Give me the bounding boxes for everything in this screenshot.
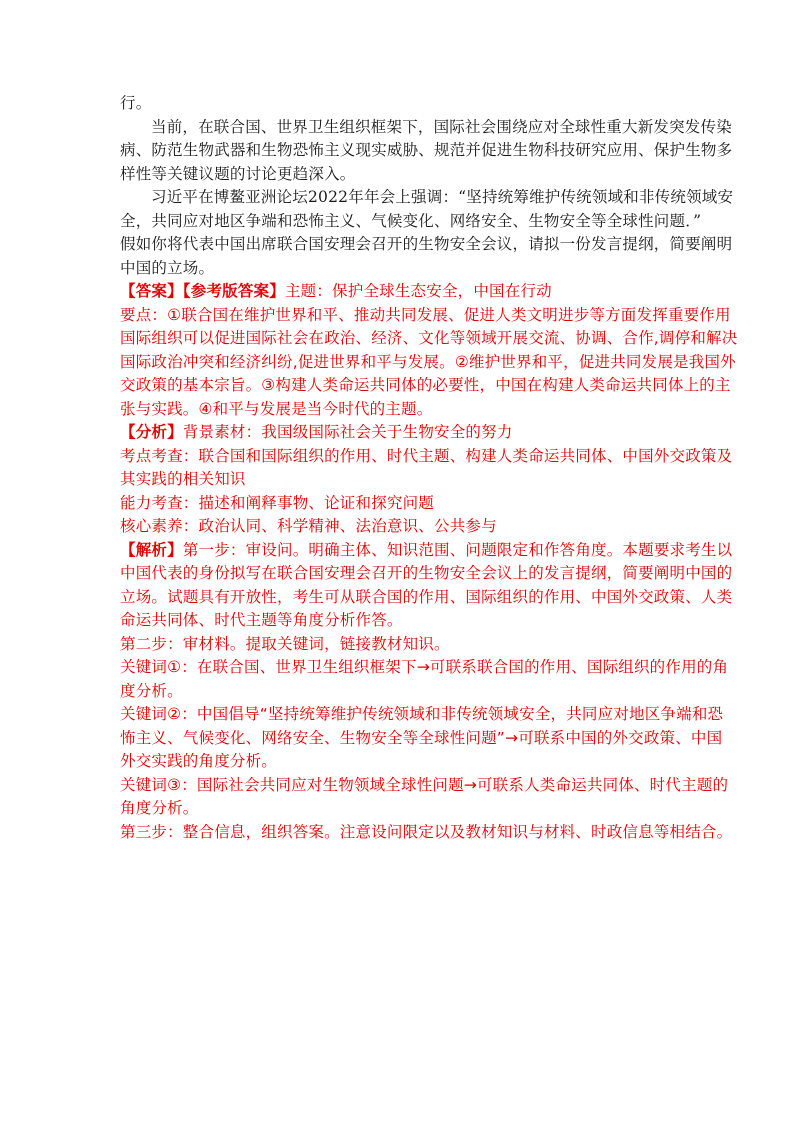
answer-label: 【答案】【参考版答案】: [120, 282, 285, 300]
answer-point-line: 张与实践。④和平与发展是当今时代的主题。: [120, 399, 433, 418]
explanation-heading: [120, 539, 733, 563]
explanation-line: 外交实践的角度分析。: [120, 752, 278, 770]
explanation-label: 【解析】: [120, 540, 183, 559]
answer-point-line: 要点：①联合国在维护世界和平、推动共同发展、促进人类文明进步等方面发挥重要作用: [120, 305, 731, 324]
explanation-line: 怖主义、气候变化、网络安全、生物安全等全球性问题”→可联系中国的外交政策、中国: [120, 728, 723, 747]
analysis-line: 核心素养：政治认同、科学精神、法治意识、公共参与: [120, 517, 497, 535]
question-line: 中国的立场。: [120, 258, 215, 277]
material-line: 当前，在联合国、世界卫生组织框架下，国际社会围绕应对全球性重大新发突发传染: [151, 117, 732, 136]
material-line: 样性等关键议题的讨论更趋深入。: [120, 164, 356, 183]
material-line: 行。: [120, 94, 152, 112]
explanation-line: 立场。试题具有开放性，考生可从联合国的作用、国际组织的作用、中国外交政策、人类: [120, 587, 733, 606]
answer-theme: 主题：保护全球生态安全，中国在行动: [284, 282, 552, 300]
material-line: 病、防范生物武器和生物恐怖主义现实威胁、规范并促进生物科技研究应用、保护生物多: [120, 141, 733, 159]
material-line: 习近平在博鳌亚洲论坛2022年年会上强调：“坚持统筹维护传统领域和非传统领域安: [151, 188, 734, 206]
document-page: [120, 92, 738, 844]
analysis-background: 背景素材：我国级国际社会关于生物安全的努力: [182, 423, 513, 441]
explanation-line: 关键词①：在联合国、世界卫生组织框架下→可联系联合国的作用、国际组织的作用的角: [120, 658, 729, 676]
explanation-line: 关键词③：国际社会共同应对生物领域全球性问题→可联系人类命运共同体、时代主题的: [120, 775, 729, 794]
material-line: 全，共同应对地区争端和恐怖主义、气候变化、网络安全、生物安全等全球性问题．”: [120, 211, 702, 230]
analysis-heading: [120, 421, 680, 445]
analysis-label: 【分析】: [120, 423, 183, 441]
explanation-line: 关键词②：中国倡导“坚持统筹维护传统领域和非传统领域安全，共同应对地区争端和恐: [120, 705, 724, 723]
answer-point-line: 交政策的基本宗旨。③构建人类命运共同体的必要性，中国在构建人类命运共同体上的主: [120, 376, 731, 394]
explanation-line: 命运共同体、时代主题等角度分析作答。: [120, 611, 403, 629]
answer-point-line: 国际组织可以促进国际社会在政治、经济、文化等领域开展交流、协调、合作,调停和解决: [120, 329, 738, 347]
explanation-line: 角度分析。: [120, 799, 199, 817]
explanation-line: 第三步：整合信息，组织答案。注意设问限定以及教材知识与材料、时政信息等相结合。: [120, 822, 733, 841]
explanation-line: 第二步：审材料。提取关键词，链接教材知识。: [120, 634, 450, 653]
question-line: 假如你将代表中国出席联合国安理会召开的生物安全会议，请拟一份发言提纲，简要阐明: [120, 235, 733, 253]
analysis-line: 考点考查：联合国和国际组织的作用、时代主题、构建人类命运共同体、中国外交政策及: [120, 446, 733, 465]
explanation-line: 中国代表的身份拟写在联合国安理会召开的生物安全会议上的发言提纲，简要阐明中国的: [120, 564, 733, 582]
answer-point-line: 国际政治冲突和经济纠纷,促进世界和平与发展。②维护世界和平，促进共同发展是我国外: [120, 352, 736, 371]
answer-heading: [120, 280, 680, 304]
explanation-line: 度分析。: [120, 681, 183, 700]
analysis-line: 其实践的相关知识: [120, 470, 246, 488]
analysis-line: 能力考查：描述和阐释事物、论证和探究问题: [120, 493, 435, 512]
explanation-step1-first: 第一步：审设问。明确主体、知识范围、问题限定和作答角度。本题要求考生以: [182, 540, 733, 559]
